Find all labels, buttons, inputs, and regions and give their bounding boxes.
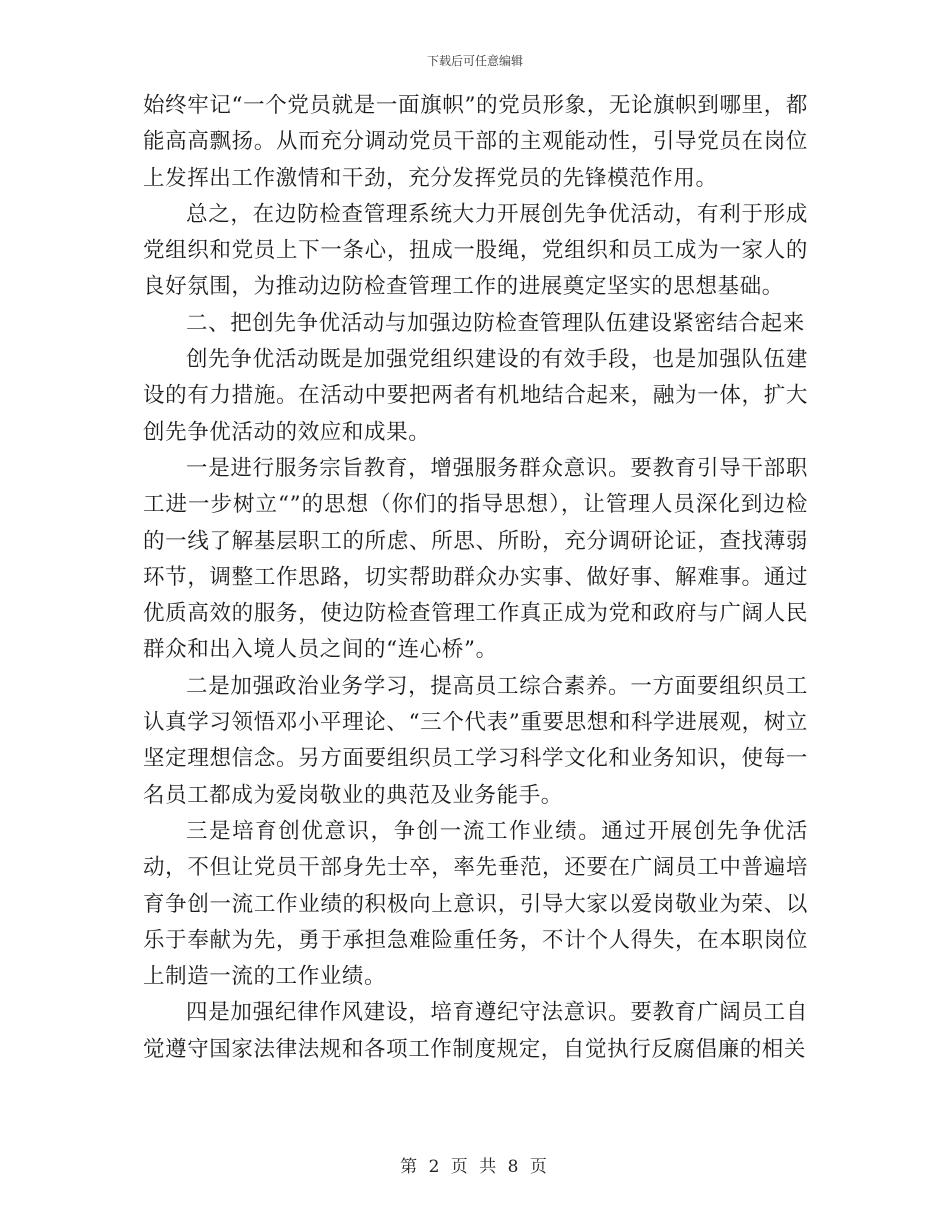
paragraph-5: 一是进行服务宗旨教育，增强服务群众意识。要教育引导干部职工进一步树立“”的思想（你们的指导思想），让管理人员深化到边检的一线了解基层职工的所虑、所思、所盼，充分调研论证，查找薄弱环节，调整工作思路，切实帮助群众办实事、做好事、解难事。通过优质高效的服务，使边防检查管理工作真正成为党和政府与广阔人民群众和出入境人员之间的“连心桥”。 bbox=[143, 455, 808, 663]
page-header-note: 下载后可任意编辑 bbox=[426, 54, 523, 68]
paragraph-8: 四是加强纪律作风建设，培育遵纪守法意识。要教育广阔员工自觉遵守国家法律法规和各项工作制度规定，自觉执行反腐倡廉的相关 bbox=[143, 1000, 808, 1062]
paragraph-2: 总之，在边防检查管理系统大力开展创先争优活动，有利于形成党组织和党员上下一条心，扭成一股绳，党组织和员工成为一家人的良好氛围，为推动边防检查管理工作的进展奠定坚实的思想基础。 bbox=[143, 201, 808, 300]
paragraph-1: 始终牢记“一个党员就是一面旗帜”的党员形象，无论旗帜到哪里，都能高高飘扬。从而充分调动党员干部的主观能动性，引导党员在岗位上发挥出工作激情和干劲，充分发挥党员的先锋模范作用。 bbox=[143, 93, 808, 191]
section-heading-2: 二、把创先争优活动与加强边防检查管理队伍建设紧密结合起来 bbox=[186, 310, 805, 336]
document-body bbox=[143, 88, 808, 1068]
page-number: 第 2 页 共 8 页 bbox=[400, 1157, 550, 1177]
paragraph-7: 三是培育创优意识，争创一流工作业绩。通过开展创先争优活动，不但让党员干部身先士卒，率先垂范，还要在广阔员工中普遍培育争创一流工作业绩的积极向上意识，引导大家以爱岗敬业为荣、以乐于奉献为先，勇于承担急难险重任务，不计个人得失，在本职岗位上制造一流的工作业绩。 bbox=[143, 818, 808, 990]
paragraph-6: 二是加强政治业务学习，提高员工综合素养。一方面要组织员工认真学习领悟邓小平理论、“三个代表”重要思想和科学进展观，树立坚定理想信念。另方面要组织员工学习科学文化和业务知识，使每一名员工都成为爱岗敬业的典范及业务能手。 bbox=[143, 673, 808, 808]
paragraph-4: 创先争优活动既是加强党组织建设的有效手段，也是加强队伍建设的有力措施。在活动中要把两者有机地结合起来，融为一体，扩大创先争优活动的效应和成果。 bbox=[143, 347, 808, 445]
